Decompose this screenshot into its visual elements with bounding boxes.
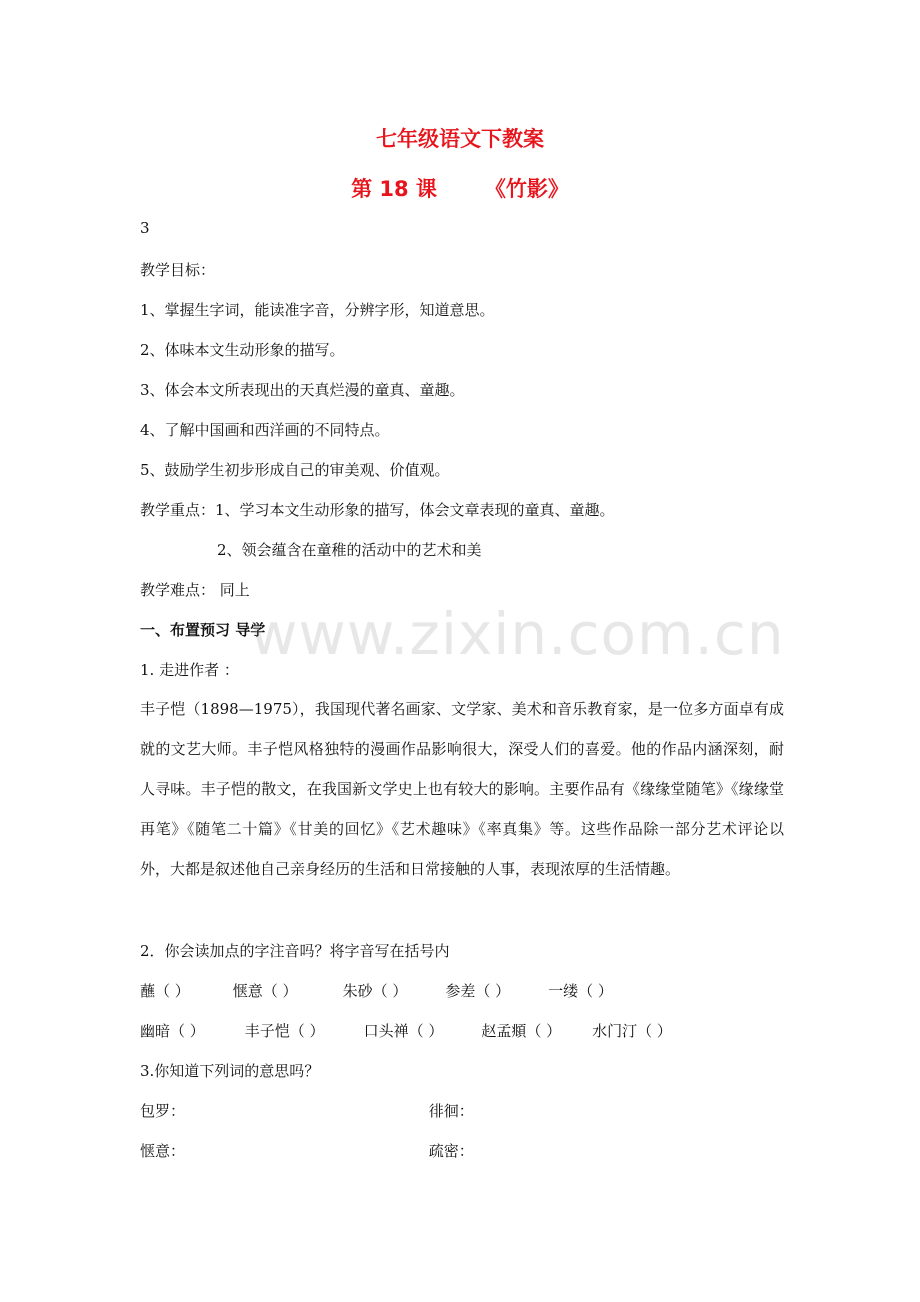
pinyin-row-1 xyxy=(140,980,613,1001)
pinyin-blank: 一缕（ ） xyxy=(548,982,613,1000)
vocab-heading: 3.你知道下列词的意思吗？ xyxy=(140,1062,320,1080)
pinyin-blank: 幽暗（ ） xyxy=(140,1022,205,1040)
lesson-title-line xyxy=(0,173,920,203)
key-points-line-2: 2、领会蕴含在童稚的活动中的艺术和美 xyxy=(217,541,482,559)
page-number: 3 xyxy=(140,219,150,237)
objective-item: 1、掌握生字词，能读准字音，分辨字形，知道意思。 xyxy=(140,301,495,319)
lesson-name: 《竹影》 xyxy=(484,177,569,201)
objective-item: 4、了解中国画和西洋画的不同特点。 xyxy=(140,421,390,439)
pinyin-heading: 2．你会读加点的字注音吗？将字音写在括号内 xyxy=(140,942,450,960)
pinyin-blank: 蘸（ ） xyxy=(140,982,190,1000)
lesson-number: 第 18 课 xyxy=(351,177,437,201)
vocab-row-1 xyxy=(140,1100,474,1121)
pinyin-row-2 xyxy=(140,1020,672,1041)
vocab-term: 徘徊： xyxy=(428,1102,474,1120)
objectives-heading: 教学目标： xyxy=(140,261,216,279)
document-title: 七年级语文下教案 xyxy=(376,127,544,151)
pinyin-blank: 惬意（ ） xyxy=(232,982,298,1000)
pinyin-blank: 参差（ ） xyxy=(445,982,511,1000)
objective-item: 3、体会本文所表现出的天真烂漫的童真、童趣。 xyxy=(140,381,465,399)
author-paragraph: 丰子恺（1898—1975），我国现代著名画家、文学家、美术和音乐教育家，是一位多方面卓有成就的文艺大师。丰子恺风格独特的漫画作品影响很大，深受人们的喜爱。他的作品内涵深刻，耐人寻味。丰子恺的散文，在我国新文学史上也有较大的影响。主要作品有《缘缘堂随笔》《缘缘堂再笔》《随笔二十篇》《甘美的回忆》《艺术趣味》《率真集》等。这些作品除一部分艺术评论以外，大都是叙述他自己亲身经历的生活和日常接触的人事，表现浓厚的生活情趣。 xyxy=(140,700,784,878)
pinyin-blank: 赵孟頫（ ） xyxy=(481,1022,562,1040)
key-points-line-1: 教学重点：1、学习本文生动形象的描写，体会文章表现的童真、童趣。 xyxy=(140,501,615,519)
section-heading: 一、布置预习 导学 xyxy=(140,621,266,639)
watermark: www.zixin.com.cn xyxy=(250,600,785,668)
objective-item: 5、鼓励学生初步形成自己的审美观、价值观。 xyxy=(140,461,450,479)
objective-item: 2、体味本文生动形象的描写。 xyxy=(140,341,345,359)
pinyin-blank: 口头禅（ ） xyxy=(363,1022,444,1040)
vocab-term: 惬意： xyxy=(140,1142,186,1160)
author-heading: 1. 走进作者 ： xyxy=(140,661,239,679)
vocab-term: 包罗： xyxy=(140,1102,186,1120)
vocab-term: 疏密： xyxy=(428,1142,474,1160)
pinyin-blank: 朱砂（ ） xyxy=(342,982,408,1000)
difficulty-line: 教学难点： 同上 xyxy=(140,581,250,599)
vocab-row-2 xyxy=(140,1140,474,1161)
pinyin-blank: 丰子恺（ ） xyxy=(244,1022,325,1040)
pinyin-blank: 水门汀（ ） xyxy=(592,1022,672,1040)
